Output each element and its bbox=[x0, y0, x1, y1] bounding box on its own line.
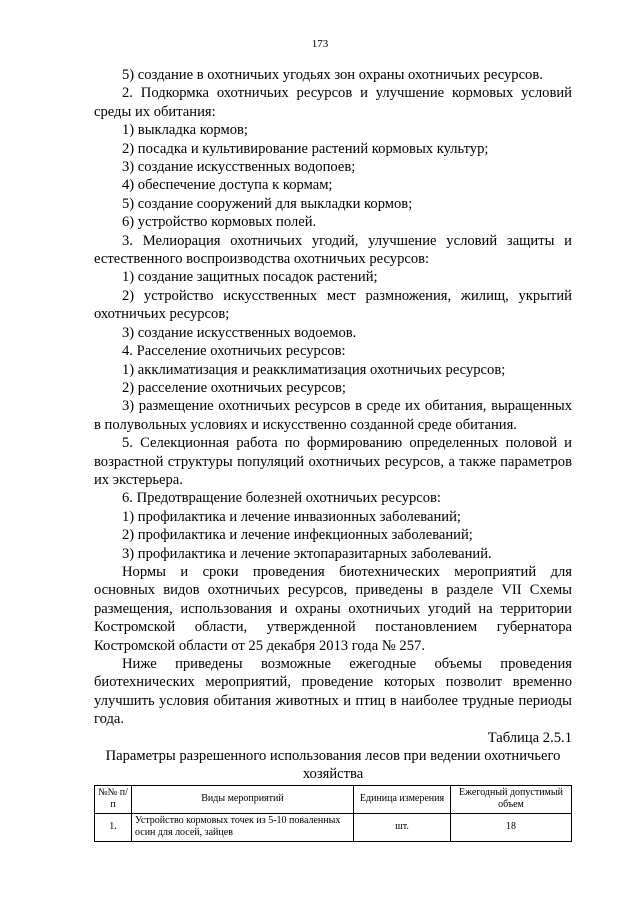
cell-number: 1. bbox=[95, 813, 132, 841]
table-row bbox=[95, 813, 572, 841]
paragraph: 6. Предотвращение болезней охотничьих ресурсов: bbox=[122, 490, 441, 507]
paragraph: 3) профилактика и лечение эктопаразитарных заболеваний. bbox=[122, 545, 492, 562]
paragraph: 6) устройство кормовых полей. bbox=[122, 214, 317, 231]
header-cell-volume: Ежегодный допустимый объем bbox=[451, 785, 572, 813]
cell-activity: Устройство кормовых точек из 5-10 поваленных осин для лосей, зайцев bbox=[132, 813, 354, 841]
paragraph: 4) обеспечение доступа к кормам; bbox=[122, 177, 333, 194]
header-cell-number: №№ п/п bbox=[95, 785, 132, 813]
paragraph: 5. Селекционная работа по формированию определенных половой и возрастной структуры популяций охотничьих ресурсов, а также параметров их экстерьера. bbox=[94, 435, 572, 488]
document-body bbox=[94, 66, 572, 842]
paragraph: 1) выкладка кормов; bbox=[122, 122, 248, 139]
cell-unit: шт. bbox=[354, 813, 451, 841]
paragraph: 5) создание сооружений для выкладки кормов; bbox=[122, 195, 413, 212]
paragraph: 4. Расселение охотничьих ресурсов: bbox=[122, 343, 346, 360]
table-title: Параметры разрешенного использования лесов при ведении охотничьего хозяйства bbox=[105, 748, 561, 783]
paragraph: 3) размещение охотничьих ресурсов в среде их обитания, выращенных в полувольных условиях и искусственно созданной среде обитания. bbox=[94, 398, 572, 433]
table-header-row bbox=[95, 785, 572, 813]
paragraph: 3. Мелиорация охотничьих угодий, улучшение условий защиты и естественного воспроизводства охотничьих ресурсов: bbox=[94, 232, 572, 268]
paragraph: 3) создание искусственных водопоев; bbox=[122, 159, 356, 176]
header-cell-unit: Единица измерения bbox=[354, 785, 451, 813]
paragraph: 1) создание защитных посадок растений; bbox=[122, 269, 378, 286]
table-label: Таблица 2.5.1 bbox=[487, 729, 572, 746]
header-cell-activity: Виды мероприятий bbox=[132, 785, 354, 813]
paragraph: 3) создание искусственных водоемов. bbox=[122, 324, 357, 341]
paragraph-list bbox=[94, 66, 572, 729]
paragraph: 2) устройство искусственных мест размножения, жилищ, укрытий охотничьих ресурсов; bbox=[94, 287, 572, 323]
paragraph: 2) профилактика и лечение инфекционных заболеваний; bbox=[122, 527, 473, 544]
cell-volume: 18 bbox=[451, 813, 572, 841]
paragraph: 2) посадка и культивирование растений кормовых культур; bbox=[122, 140, 489, 157]
paragraph: 5) создание в охотничьих угодьях зон охраны охотничьих ресурсов. bbox=[122, 67, 543, 83]
paragraph: 1) профилактика и лечение инвазионных заболеваний; bbox=[122, 508, 461, 525]
paragraph: Ниже приведены возможные ежегодные объемы проведения биотехнических мероприятий, проведение которых позволит временно улучшить условия обитания животных и птиц в наиболее трудные периоды года. bbox=[94, 656, 572, 728]
paragraph: Нормы и сроки проведения биотехнических мероприятий для основных видов охотничьих ресурсов, приведены в разделе VII Схемы размещения, использования и охраны охотничьих угодий на территории Костромской области, утвержденной постановлением губернатора Костромской области от 25 декабря 2013 года № 257. bbox=[94, 563, 572, 654]
parameters-table bbox=[94, 785, 572, 842]
page-number: 173 bbox=[311, 38, 329, 50]
paragraph: 2) расселение охотничьих ресурсов; bbox=[122, 379, 346, 396]
paragraph: 1) акклиматизация и реакклиматизация охотничьих ресурсов; bbox=[122, 361, 506, 378]
paragraph: 2. Подкормка охотничьих ресурсов и улучшение кормовых условий среды их обитания: bbox=[94, 85, 572, 120]
